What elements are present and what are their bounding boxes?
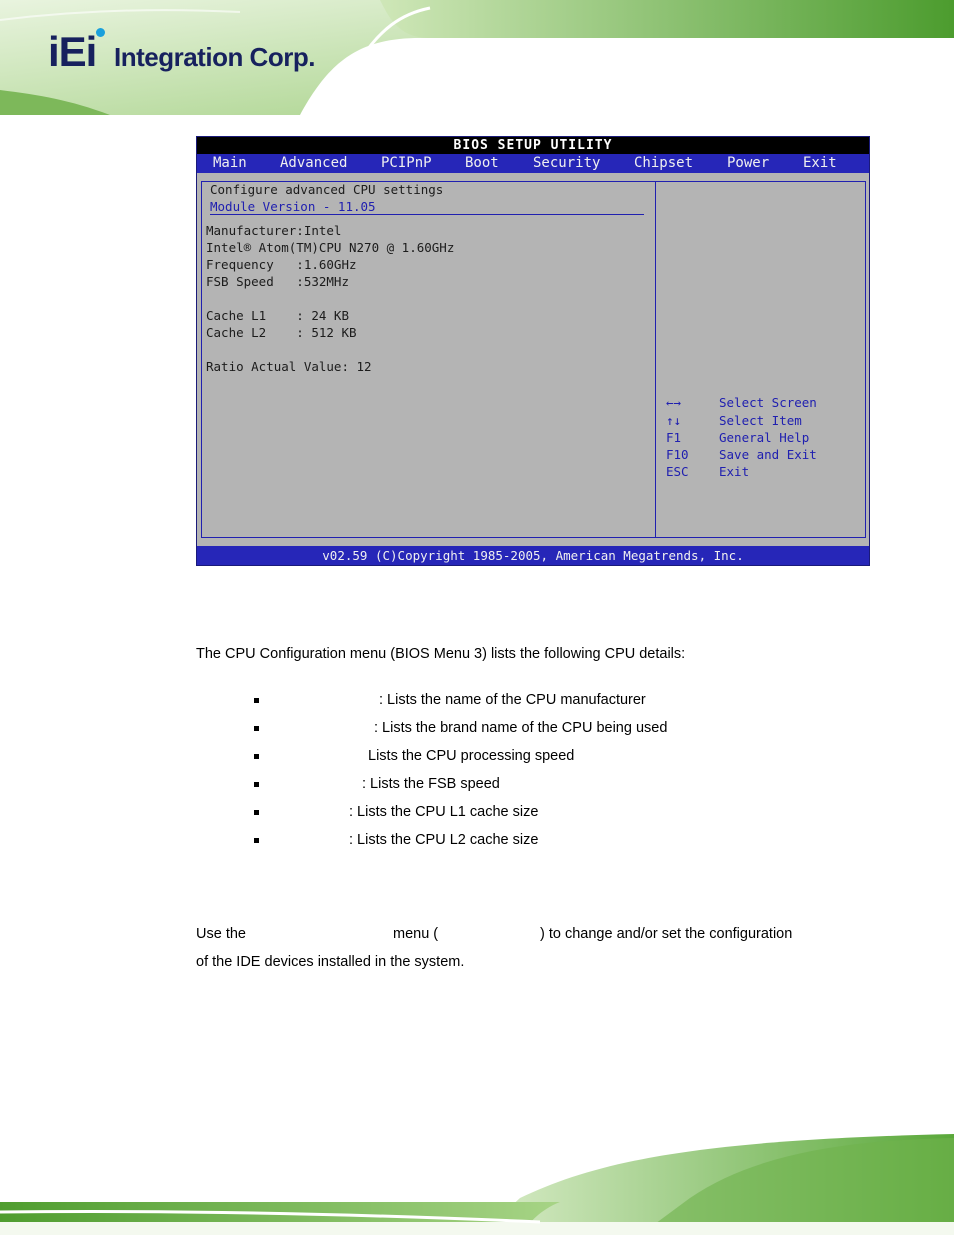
bios-manufacturer: Manufacturer:Intel	[206, 223, 342, 238]
logo-mark: iEi	[48, 28, 97, 75]
bios-cache-l2: Cache L2 : 512 KB	[206, 325, 357, 340]
bullet-manufacturer: : Lists the name of the CPU manufacturer	[379, 692, 646, 708]
bullet-icon	[254, 782, 259, 787]
bios-menu-chipset[interactable]: Chipset	[634, 155, 694, 171]
bios-menu-pcipnp[interactable]: PCIPnP	[381, 155, 432, 171]
help-desc-exit: Exit	[719, 464, 750, 479]
bios-ratio: Ratio Actual Value: 12	[206, 359, 372, 374]
bios-cpu-brand: Intel® Atom(TM)CPU N270 @ 1.60GHz	[206, 240, 455, 255]
help-key-arrows-lr: ←→	[666, 395, 682, 410]
bios-menu-exit[interactable]: Exit	[803, 155, 837, 171]
bios-menu-main[interactable]: Main	[213, 155, 247, 171]
use-line-part3: ) to change and/or set the configuration	[540, 926, 793, 942]
bullet-brand: : Lists the brand name of the CPU being used	[374, 720, 668, 736]
bios-screen	[196, 136, 870, 566]
bios-main-panel	[201, 181, 656, 538]
bios-separator	[210, 214, 644, 215]
bullet-icon	[254, 838, 259, 843]
help-key-f10: F10	[666, 447, 689, 462]
bios-menu-advanced[interactable]: Advanced	[280, 155, 348, 171]
bullet-icon	[254, 810, 259, 815]
bullet-cache-l1: : Lists the CPU L1 cache size	[349, 804, 539, 820]
use-line-continued: of the IDE devices installed in the system.	[196, 954, 465, 970]
bios-help-panel	[655, 181, 866, 538]
bios-menu-bar	[197, 154, 869, 173]
bios-menu-security[interactable]: Security	[533, 155, 601, 171]
bullet-cache-l2: : Lists the CPU L2 cache size	[349, 832, 539, 848]
bios-menu-power[interactable]: Power	[727, 155, 770, 171]
logo-wordmark: Integration Corp.	[114, 42, 315, 72]
help-desc-general-help: General Help	[719, 430, 810, 445]
help-desc-select-item: Select Item	[719, 413, 802, 428]
bios-module-version: Module Version - 11.05	[210, 199, 376, 214]
bios-frequency: Frequency :1.60GHz	[206, 257, 357, 272]
bullet-frequency: Lists the CPU processing speed	[368, 748, 575, 764]
bullet-icon	[254, 754, 259, 759]
help-key-esc: ESC	[666, 464, 689, 479]
bullet-fsb: : Lists the FSB speed	[362, 776, 500, 792]
footer-banner	[0, 1130, 954, 1235]
help-key-arrows-ud: ↑↓	[666, 413, 682, 428]
bullet-icon	[254, 698, 259, 703]
bios-copyright-bar: v02.59 (C)Copyright 1985-2005, American Megatrends, Inc.	[197, 546, 869, 565]
logo-dot	[96, 28, 105, 37]
bios-cache-l1: Cache L1 : 24 KB	[206, 308, 349, 323]
use-line-part1: Use the	[196, 926, 246, 942]
help-desc-save-exit: Save and Exit	[719, 447, 817, 462]
bullet-icon	[254, 726, 259, 731]
bios-menu-boot[interactable]: Boot	[465, 155, 499, 171]
help-key-f1: F1	[666, 430, 682, 445]
bios-fsb-speed: FSB Speed :532MHz	[206, 274, 349, 289]
help-desc-select-screen: Select Screen	[719, 395, 817, 410]
bios-heading: Configure advanced CPU settings	[210, 182, 444, 197]
intro-paragraph: The CPU Configuration menu (BIOS Menu 3) lists the following CPU details:	[196, 646, 686, 662]
bios-title: BIOS SETUP UTILITY	[197, 137, 869, 154]
use-line-part2: menu (	[393, 926, 439, 942]
